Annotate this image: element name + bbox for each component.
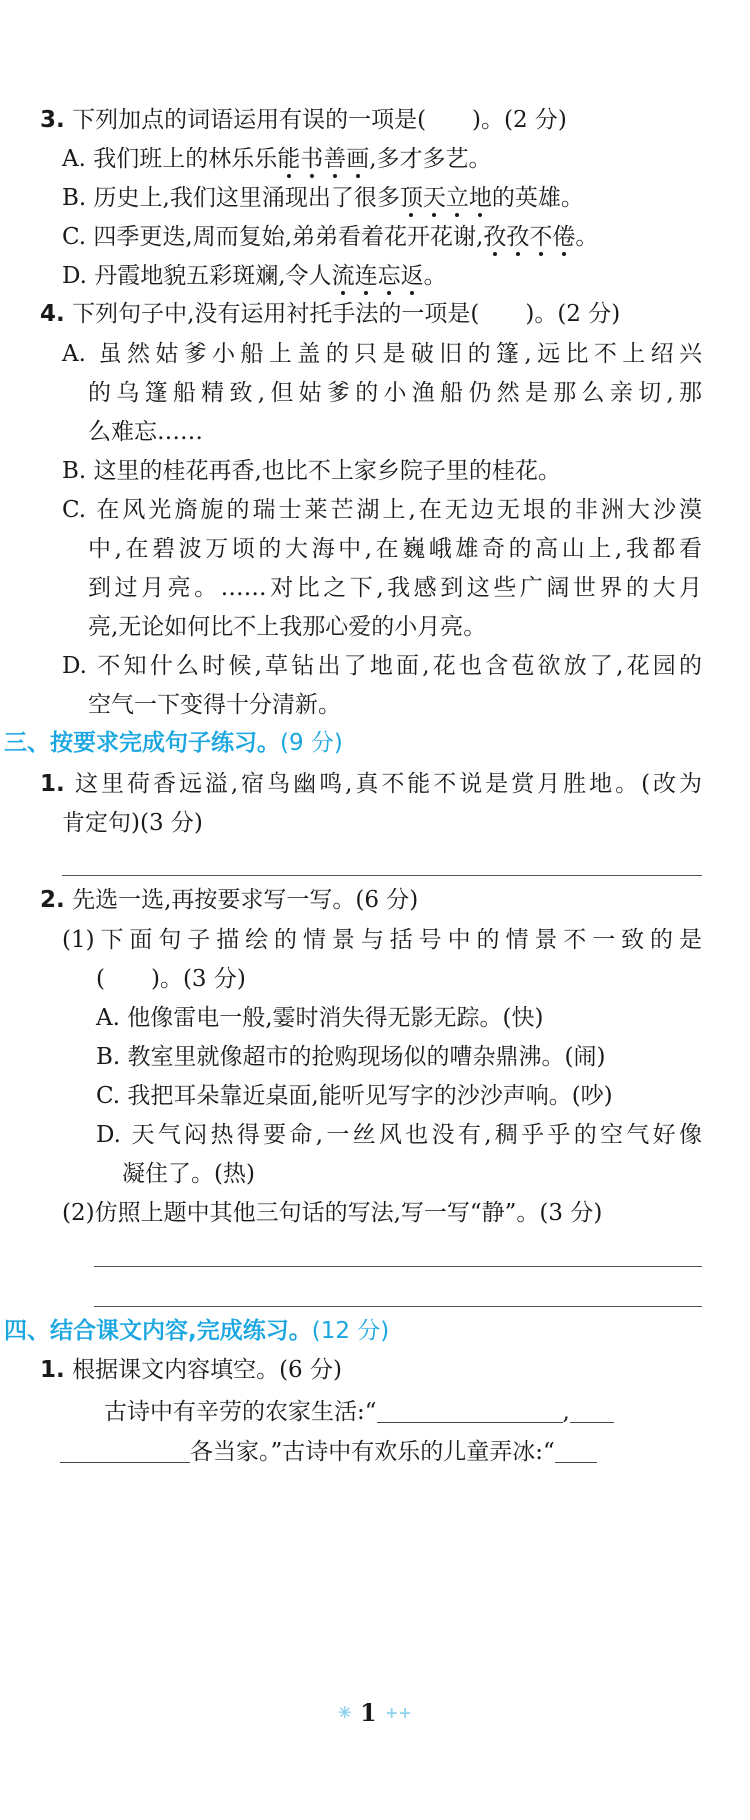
q3-a-text-end: ,多才多艺。	[369, 146, 492, 172]
plus-plus-icon: ++	[385, 1703, 412, 1722]
s3-q2-number: 2.	[40, 887, 65, 913]
sparkle-icon: ✳	[338, 1703, 352, 1722]
q3-number: 3.	[40, 107, 65, 133]
q3-d-text: D. 丹霞地貌五彩斑斓,令人	[62, 263, 332, 289]
q3-c-text: C. 四季更迭,周而复始,弟弟看着花开花谢,	[62, 224, 484, 250]
section-4-title: 四、结合课文内容,完成练习。	[4, 1318, 312, 1344]
s3-q1-text: 这里荷香远溢,宿鸟幽鸣,真不能不说是赏月胜地。(改为	[75, 771, 702, 797]
q3-option-d	[62, 260, 447, 292]
dotted-char: 忘	[377, 263, 401, 289]
q3-option-a	[62, 143, 492, 175]
fill-blank[interactable]	[377, 1398, 563, 1423]
dotted-char: 善	[323, 146, 347, 172]
q3-option-b	[62, 182, 584, 214]
dotted-char: 画	[346, 146, 370, 172]
q3-b-text-end: 的英雄。	[491, 185, 584, 211]
answer-line[interactable]	[62, 875, 702, 876]
dotted-char: 孜	[506, 224, 530, 250]
s3-q2-part1-line1: (1)下面句子描绘的情景与括号中的情景不一致的是	[62, 927, 702, 953]
s4-q1-number: 1.	[40, 1357, 65, 1383]
dotted-char: 能	[277, 146, 301, 172]
fill-blank[interactable]	[570, 1398, 614, 1423]
q4-stem	[40, 298, 620, 330]
q3-stem	[40, 104, 567, 136]
q3-b-text: B. 历史上,我们这里涌现出了很多	[62, 185, 400, 211]
section-3-points: (9 分)	[280, 730, 343, 756]
q4-option-a-line2: 的乌篷船精致,但姑爹的小渔船仍然是那么亲切,那	[88, 380, 702, 406]
s3-q2-stem	[40, 884, 418, 916]
dotted-char: 不	[529, 224, 553, 250]
q4-stem-text: 下列句子中,没有运用衬托手法的一项是( )。(2 分)	[72, 301, 621, 327]
dotted-char: 流	[331, 263, 355, 289]
s4-q1-stem	[40, 1354, 342, 1386]
s3-q2-part1-line2: ( )。(3 分)	[96, 966, 246, 992]
dotted-char: 书	[300, 146, 324, 172]
q3-d-text-end: 。	[423, 263, 447, 289]
q3-a-text: A. 我们班上的林乐乐	[62, 146, 278, 172]
s3-q2-option-d-line2: 凝住了。(热)	[122, 1161, 255, 1187]
page-number: 1	[359, 1698, 377, 1727]
s3-q1-line1	[40, 768, 702, 800]
q4-option-c-line2: 中,在碧波万顷的大海中,在巍峨雄奇的高山上,我都看	[88, 536, 702, 562]
section-3-heading	[4, 727, 343, 759]
q4-number: 4.	[40, 301, 65, 327]
s4-q1-line1-text: 古诗中有辛劳的农家生活:“	[104, 1399, 377, 1425]
s3-q2-stem-text: 先选一选,再按要求写一写。(6 分)	[72, 887, 419, 913]
q4-option-c-line3: 到过月亮。……对比之下,我感到这些广阔世界的大月	[88, 575, 702, 601]
s4-q1-stem-text: 根据课文内容填空。(6 分)	[72, 1357, 342, 1383]
dotted-char: 顶	[399, 185, 423, 211]
dotted-char: 地	[468, 185, 492, 211]
s3-q2-option-a: A. 他像雷电一般,霎时消失得无影无踪。(快)	[96, 1005, 544, 1031]
fill-blank[interactable]	[555, 1438, 597, 1463]
answer-line[interactable]	[94, 1306, 702, 1307]
s3-q2-option-d-line1: D. 天气闷热得要命,一丝风也没有,稠乎乎的空气好像	[96, 1122, 702, 1148]
q4-option-c-line4: 亮,无论如何比不上我那心爱的小月亮。	[88, 614, 487, 640]
s3-q1-number: 1.	[40, 771, 65, 797]
dotted-char: 孜	[483, 224, 507, 250]
section-4-heading	[4, 1315, 389, 1347]
dotted-char: 立	[445, 185, 469, 211]
section-3-title: 三、按要求完成句子练习。	[4, 730, 280, 756]
fill-blank[interactable]	[60, 1438, 190, 1463]
answer-line[interactable]	[94, 1266, 702, 1267]
q4-option-a-line3: 么难忘……	[88, 419, 203, 445]
q3-option-c	[62, 221, 598, 253]
s3-q2-part2: (2)仿照上题中其他三句话的写法,写一写“静”。(3 分)	[62, 1200, 603, 1226]
s4-q1-comma: ,	[562, 1399, 570, 1425]
q4-option-d-line1: D. 不知什么时候,草钻出了地面,花也含苞欲放了,花园的	[62, 653, 702, 679]
page-footer	[0, 1698, 750, 1727]
s3-q2-option-b: B. 教室里就像超市的抢购现场似的嘈杂鼎沸。(闹)	[96, 1044, 606, 1070]
s4-q1-line2	[60, 1436, 597, 1468]
q4-option-d-line2: 空气一下变得十分清新。	[88, 692, 341, 718]
q4-option-c-line1: C. 在风光旖旎的瑞士莱芒湖上,在无边无垠的非洲大沙漠	[62, 497, 702, 523]
s3-q2-option-c: C. 我把耳朵靠近桌面,能听见写字的沙沙声响。(吵)	[96, 1083, 613, 1109]
s3-q1-line2: 肯定句)(3 分)	[62, 810, 203, 836]
s4-q1-line1	[104, 1396, 614, 1428]
q3-stem-text: 下列加点的词语运用有误的一项是( )。(2 分)	[72, 107, 567, 133]
dotted-char: 连	[354, 263, 378, 289]
q4-option-a-line1: A. 虽然姑爹小船上盖的只是破旧的篷,远比不上绍兴	[62, 341, 702, 367]
dotted-char: 天	[422, 185, 446, 211]
section-4-points: (12 分)	[311, 1318, 390, 1344]
q4-option-b: B. 这里的桂花再香,也比不上家乡院子里的桂花。	[62, 458, 561, 484]
dotted-char: 倦	[552, 224, 576, 250]
q3-c-text-end: 。	[575, 224, 599, 250]
s4-q1-line2-text: 各当家。”古诗中有欢乐的儿童弄冰:“	[190, 1439, 555, 1465]
dotted-char: 返	[400, 263, 424, 289]
